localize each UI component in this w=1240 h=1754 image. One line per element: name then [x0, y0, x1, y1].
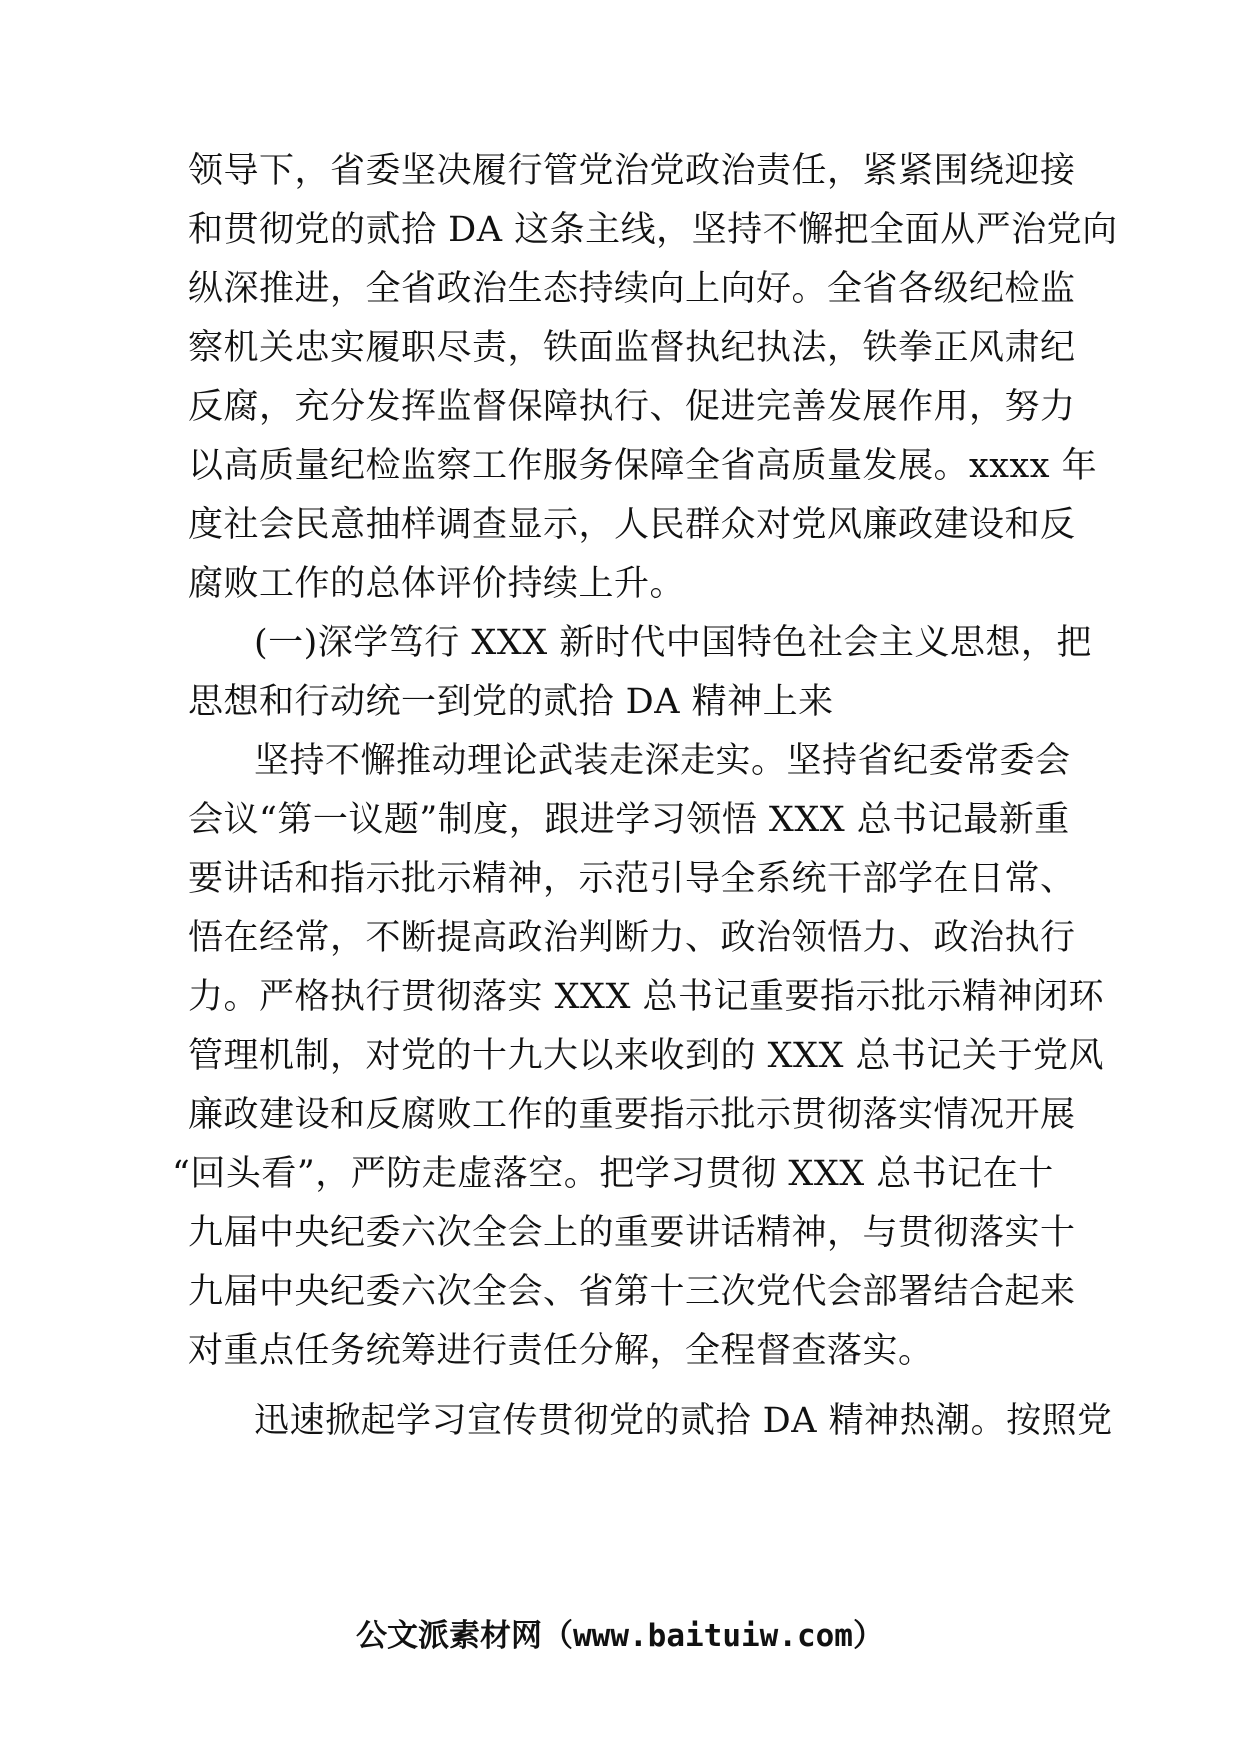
section-heading-line: 思想和行动统一到党的贰拾 DA 精神上来	[188, 682, 834, 722]
body-line: 九届中央纪委六次全会、省第十三次党代会部署结合起来	[188, 1272, 1076, 1312]
section-heading-line: (一)深学笃行 XXX 新时代中国特色社会主义思想，把	[254, 623, 1092, 663]
footer-watermark	[0, 1608, 1240, 1664]
body-line: 廉政建设和反腐败工作的重要指示批示贯彻落实情况开展	[188, 1095, 1076, 1135]
body-line: 对重点任务统筹进行责任分解，全程督查落实。	[188, 1331, 934, 1371]
body-line: 以高质量纪检监察工作服务保障全省高质量发展。xxxx 年	[188, 446, 1098, 486]
body-line: 反腐，充分发挥监督保障执行、促进完善发展作用，努力	[188, 387, 1076, 427]
body-line: 纵深推进，全省政治生态持续向上向好。全省各级纪检监	[188, 269, 1076, 309]
body-line: 坚持不懈推动理论武装走深走实。坚持省纪委常委会	[254, 741, 1071, 781]
body-line: 领导下，省委坚决履行管党治党政治责任，紧紧围绕迎接	[188, 151, 1076, 191]
body-line: 要讲话和指示批示精神，示范引导全系统干部学在日常、	[188, 859, 1076, 899]
body-line: 管理机制，对党的十九大以来收到的 XXX 总书记关于党风	[188, 1036, 1105, 1076]
body-line: 九届中央纪委六次全会上的重要讲话精神，与贯彻落实十	[188, 1213, 1076, 1253]
body-line: 力。严格执行贯彻落实 XXX 总书记重要指示批示精神闭环	[188, 977, 1105, 1017]
body-line: 会议“第一议题”制度，跟进学习领悟 XXX 总书记最新重	[188, 800, 1070, 840]
footer-site-name: 公文派素材网	[356, 1618, 543, 1654]
body-line: “回头看”，严防走虚落空。把学习贯彻 XXX 总书记在十	[172, 1154, 1054, 1194]
body-line: 腐败工作的总体评价持续上升。	[188, 564, 686, 604]
body-line: 和贯彻党的贰拾 DA 这条主线，坚持不懈把全面从严治党向	[188, 210, 1118, 250]
body-line: 度社会民意抽样调查显示，人民群众对党风廉政建设和反	[188, 505, 1076, 545]
body-line: 迅速掀起学习宣传贯彻党的贰拾 DA 精神热潮。按照党	[254, 1401, 1113, 1441]
body-line: 察机关忠实履职尽责，铁面监督执纪执法，铁拳正风肃纪	[188, 328, 1076, 368]
footer-url: （www.baituiw.com）	[542, 1618, 884, 1654]
body-line: 悟在经常，不断提高政治判断力、政治领悟力、政治执行	[188, 918, 1076, 958]
